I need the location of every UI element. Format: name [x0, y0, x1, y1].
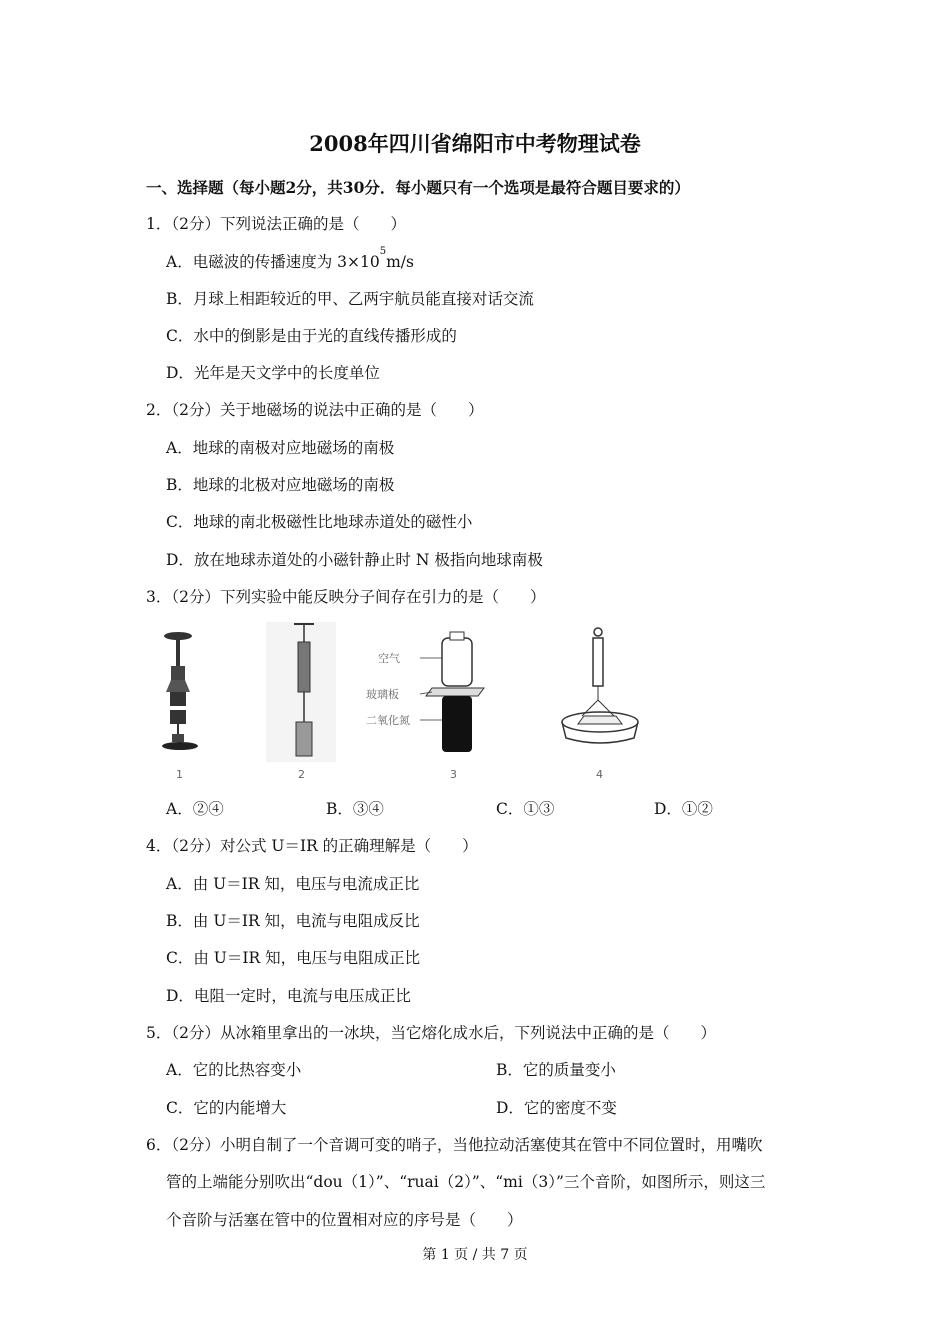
q5-option-d: D．它的密度不变 [496, 1099, 617, 1117]
q3-option-b: B．③④ [326, 800, 384, 818]
q1-option-d: D．光年是天文学中的长度单位 [166, 364, 380, 382]
q4-option-b: B．由 U＝IR 知，电流与电阻成反比 [166, 912, 420, 930]
page-title: 2008年四川省绵阳市中考物理试卷 [309, 131, 641, 156]
figure-2-label: 2 [298, 768, 305, 781]
q4-option-a: A．由 U＝IR 知，电压与电流成正比 [166, 875, 420, 893]
q1-option-c: C．水中的倒影是由于光的直线传播形成的 [166, 327, 457, 345]
q4-option-d: D．电阻一定时，电流与电压成正比 [166, 987, 411, 1005]
figure-3-text-no2: 二氧化氮 [366, 714, 410, 727]
q2-option-b: B．地球的北极对应地磁场的南极 [166, 476, 395, 494]
q3-stem: 3．（2分）下列实验中能反映分子间存在引力的是（ ） [146, 588, 546, 606]
figure-1-lead-cylinders [158, 628, 208, 758]
q5-option-a: A．它的比热容变小 [166, 1061, 302, 1079]
q4-stem: 4．（2分）对公式 U＝IR 的正确理解是（ ） [146, 837, 478, 855]
figure-4-label: 4 [596, 768, 603, 781]
q1-stem: 1．（2分）下列说法正确的是（ ） [146, 215, 406, 233]
q2-option-c: C．地球的南北极磁性比地球赤道处的磁性小 [166, 513, 473, 531]
q6-line-2: 管的上端能分别吹出“dou（1）”、“ruai（2）”、“mi（3）”三个音阶，如图所示，则这三 [166, 1173, 766, 1191]
q5-option-b: B．它的质量变小 [496, 1061, 616, 1079]
q2-option-d: D．放在地球赤道处的小磁针静止时 N 极指向地球南极 [166, 551, 543, 569]
q2-option-a: A．地球的南极对应地磁场的南极 [166, 439, 395, 457]
q6-line-3: 个音阶与活塞在管中的位置相对应的序号是（ ） [166, 1211, 523, 1229]
page-footer: 第 1 页 / 共 7 页 [422, 1247, 528, 1263]
section-heading: 一、选择题（每小题2分，共30分．每小题只有一个选项是最符合题目要求的） [146, 178, 690, 197]
q1-option-b: B．月球上相距较近的甲、乙两宇航员能直接对话交流 [166, 290, 534, 308]
q6-line-1: 6．（2分）小明自制了一个音调可变的哨子，当他拉动活塞使其在管中不同位置时，用嘴吹 [146, 1136, 763, 1154]
figure-3-text-air: 空气 [378, 652, 400, 665]
q5-option-c: C．它的内能增大 [166, 1099, 287, 1117]
figure-3-text-glass: 玻璃板 [366, 688, 399, 701]
q3-option-c: C．①③ [496, 800, 555, 818]
q1-option-a-pre: A．电磁波的传播速度为 3×10 [166, 253, 380, 271]
figure-2-spring-scale [266, 622, 336, 762]
q4-option-c: C．由 U＝IR 知，电压与电阻成正比 [166, 949, 421, 967]
q1-option-a-sup: 5 [379, 246, 387, 257]
figure-1-label: 1 [176, 768, 183, 781]
q3-option-d: D．①② [654, 800, 713, 818]
q5-stem: 5．（2分）从冰箱里拿出的一冰块，当它熔化成水后，下列说法中正确的是（ ） [146, 1024, 716, 1042]
figure-3-label: 3 [450, 768, 457, 781]
q1-option-a-post: m/s [386, 253, 414, 271]
figure-4-glass-on-water [560, 624, 650, 752]
q2-stem: 2．（2分）关于地磁场的说法中正确的是（ ） [146, 401, 484, 419]
q1-option-a [166, 246, 414, 272]
q3-option-a: A．②④ [166, 800, 224, 818]
